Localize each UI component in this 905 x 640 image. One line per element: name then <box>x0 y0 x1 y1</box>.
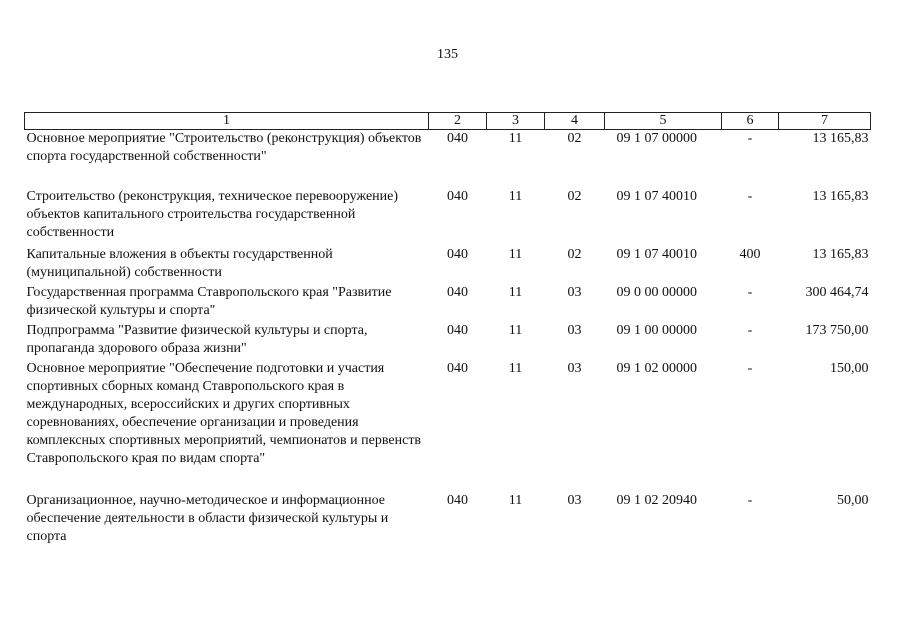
expense-type-code: 400 <box>739 247 761 262</box>
column-header-2: 2 <box>429 113 487 130</box>
target-article-code: 09 1 07 40010 <box>616 247 697 262</box>
table-row <box>25 284 871 322</box>
amount: 173 750,00 <box>805 323 869 338</box>
item-name: Подпрограмма "Развитие физической культуры и спорта, пропаганда здорового образа жизни" <box>26 323 368 356</box>
expense-type-code: - <box>747 131 753 146</box>
table-row <box>25 188 871 246</box>
amount: 13 165,83 <box>812 131 869 146</box>
section-code: 11 <box>508 247 523 262</box>
subsection-code: 02 <box>567 189 582 204</box>
expense-type-code: - <box>747 493 753 508</box>
ministry-code: 040 <box>447 247 468 262</box>
target-article-code: 09 0 00 00000 <box>616 285 697 300</box>
ministry-code: 040 <box>447 493 468 508</box>
section-code: 11 <box>508 493 523 508</box>
target-article-code: 09 1 02 00000 <box>616 361 697 376</box>
amount: 13 165,83 <box>812 247 869 262</box>
expense-type-code: - <box>747 285 753 300</box>
ministry-code: 040 <box>447 189 468 204</box>
ministry-code: 040 <box>447 323 468 338</box>
table-row <box>25 322 871 360</box>
table-row <box>25 246 871 284</box>
amount: 150,00 <box>830 361 869 376</box>
page-number: 135 <box>437 47 458 62</box>
section-code: 11 <box>508 189 523 204</box>
column-header-6: 6 <box>722 113 779 130</box>
expense-type-code: - <box>747 189 753 204</box>
subsection-code: 03 <box>567 323 582 338</box>
table-row <box>25 492 871 550</box>
table-row <box>25 360 871 492</box>
column-header-3: 3 <box>487 113 545 130</box>
section-code: 11 <box>508 131 523 146</box>
target-article-code: 09 1 07 40010 <box>616 189 697 204</box>
item-name: Государственная программа Ставропольского края "Развитие физической культуры и спорта" <box>26 285 392 318</box>
ministry-code: 040 <box>447 361 468 376</box>
subsection-code: 03 <box>567 361 582 376</box>
amount: 13 165,83 <box>812 189 869 204</box>
column-header-1: 1 <box>25 113 429 130</box>
column-header-7: 7 <box>779 113 871 130</box>
subsection-code: 03 <box>567 285 582 300</box>
item-name: Организационное, научно-методическое и информационное обеспечение деятельности в области физической культуры и спорта <box>26 493 389 544</box>
amount: 300 464,74 <box>805 285 869 300</box>
ministry-code: 040 <box>447 285 468 300</box>
target-article-code: 09 1 02 20940 <box>616 493 697 508</box>
ministry-code: 040 <box>447 131 468 146</box>
item-name: Капитальные вложения в объекты государственной (муниципальной) собственности <box>26 247 333 280</box>
item-name: Основное мероприятие "Строительство (реконструкция) объектов спорта государственной собственности" <box>26 131 422 164</box>
header-row <box>25 113 871 130</box>
subsection-code: 03 <box>567 493 582 508</box>
section-code: 11 <box>508 361 523 376</box>
section-code: 11 <box>508 323 523 338</box>
subsection-code: 02 <box>567 131 582 146</box>
target-article-code: 09 1 00 00000 <box>616 323 697 338</box>
amount: 50,00 <box>837 493 869 508</box>
subsection-code: 02 <box>567 247 582 262</box>
column-header-4: 4 <box>545 113 605 130</box>
expense-type-code: - <box>747 361 753 376</box>
item-name: Строительство (реконструкция, техническое перевооружение) объектов капитального строительства государственной собственности <box>26 189 399 240</box>
expense-type-code: - <box>747 323 753 338</box>
item-name: Основное мероприятие "Обеспечение подготовки и участия спортивных сборных команд Ставропольского края в международных, всероссийских и других спортивных соревнованиях, обеспечение организации и проведения комплексных спортивных мероприятий, чемпионатов и первенств Ставропольского края по видам спорта" <box>26 361 422 466</box>
column-header-5: 5 <box>605 113 722 130</box>
section-code: 11 <box>508 285 523 300</box>
table-row <box>25 130 871 189</box>
target-article-code: 09 1 07 00000 <box>616 131 697 146</box>
budget-table <box>24 112 871 550</box>
